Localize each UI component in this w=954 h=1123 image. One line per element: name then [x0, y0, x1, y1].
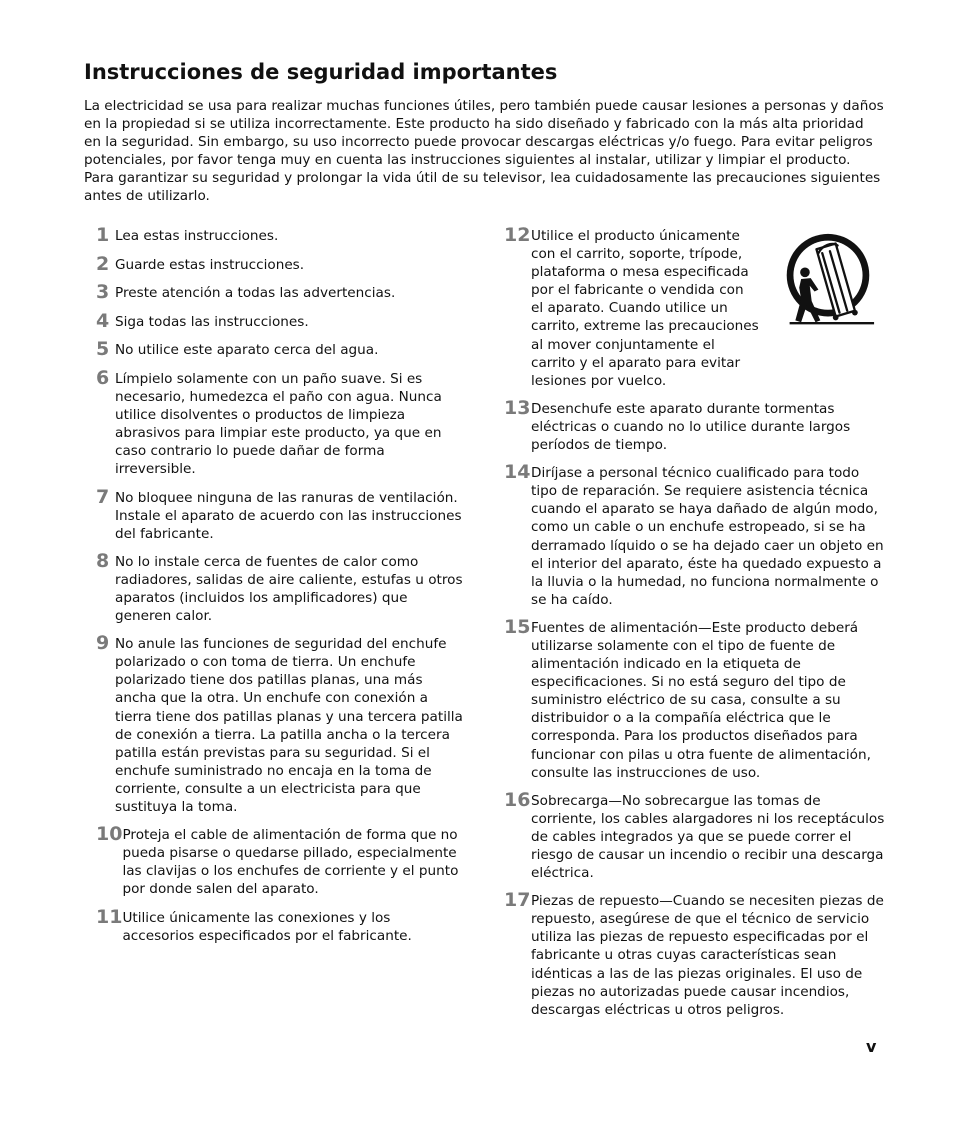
- item-number: 13: [504, 396, 531, 419]
- item-number: 6: [96, 366, 110, 389]
- left-column: [84, 226, 466, 945]
- item-text: Fuentes de alimentación—Este producto deberá utilizarse solamente con el tipo de fuente de alimentación indicado en la etiqueta de especificaciones. Si no está seguro del tipo de suministro eléctrico de su casa, consulte a su distribuidor o a la compañía eléctrica que le corresponda. Para los productos diseñados para funcionar con pilas u otra fuente de alimentación, consulte las instrucciones de uso.: [531, 619, 871, 781]
- item-number: 15: [504, 615, 531, 638]
- list-item: [84, 634, 466, 816]
- page-number: v: [866, 1037, 877, 1056]
- item-text: No anule las funciones de seguridad del enchufe polarizado o con toma de tierra. Un enchufe polarizado tiene dos patillas planas, una más ancha que la otra. Un enchufe con conexión a tierra tiene dos patillas planas y una tercera patilla de conexión a tierra. La patilla ancha o la tercera patilla están previstas para su seguridad. Si el enchufe suministrado no encaja en la toma de corriente, consulte a un electricista para que sustituya la toma.: [115, 636, 463, 816]
- item-number: 2: [96, 252, 110, 275]
- page-title: Instrucciones de seguridad importantes: [84, 60, 558, 84]
- list-item: [84, 340, 466, 359]
- item-number: 16: [504, 788, 531, 811]
- list-item: [84, 283, 466, 302]
- list-item: [84, 485, 466, 543]
- list-item: [84, 252, 466, 275]
- item-text: Piezas de repuesto—Cuando se necesiten piezas de repuesto, asegúrese de que el técnico de servicio utiliza las piezas de repuesto especificadas por el fabricante u otras cuyas características sean idénticas a las de las piezas originales. El uso de piezas no autorizadas puede causar incendios, descargas eléctricas u otros peligros.: [531, 893, 884, 1018]
- list-item: [84, 905, 466, 945]
- list-item: [504, 891, 886, 1019]
- item-number: 5: [96, 338, 110, 361]
- item-text: Lea estas instrucciones.: [115, 228, 279, 244]
- list-item: [504, 396, 886, 454]
- item-number: 4: [96, 309, 110, 332]
- item-text: Utilice el producto únicamente con el carrito, soporte, trípode, plataforma o mesa especificada por el fabricante o vendida con el aparato. Cuando utilice un carrito, extreme las precauciones al mover conjuntamente el carrito y el aparato para evitar lesiones por vuelco.: [531, 228, 759, 389]
- list-item: [84, 226, 466, 245]
- item-text: No utilice este aparato cerca del agua.: [115, 342, 379, 359]
- item-number: 9: [96, 632, 110, 655]
- item-number: 1: [96, 224, 110, 246]
- item-text: Proteja el cable de alimentación de forma que no pueda pisarse o quedarse pillado, especialmente las clavijas o los enchufes de corriente y el punto por donde salen del aparato.: [122, 827, 459, 898]
- item-text: No lo instale cerca de fuentes de calor como radiadores, salidas de aire caliente, estufas u otros aparatos (incluidos los amplificadores) que generen calor.: [115, 553, 463, 625]
- list-item: [504, 615, 886, 782]
- item-number: 3: [96, 281, 110, 304]
- list-item: [84, 825, 466, 898]
- item-text: Preste atención a todas las advertencias.: [115, 285, 396, 302]
- item-text: Siga todas las instrucciones.: [115, 313, 309, 330]
- item-number: 11: [96, 905, 123, 928]
- cart-tip-over-warning-icon: [780, 232, 876, 328]
- item-number: 8: [96, 549, 110, 572]
- item-number: 14: [504, 461, 531, 484]
- right-column: [504, 226, 886, 1019]
- item-text: Desenchufe este aparato durante tormentas eléctricas o cuando no lo utilice durante largos períodos de tiempo.: [531, 400, 851, 454]
- item-text: No bloquee ninguna de las ranuras de ventilación. Instale el aparato de acuerdo con las instrucciones del fabricante.: [115, 489, 462, 542]
- item-number: 12: [504, 224, 531, 246]
- list-item: [504, 788, 886, 882]
- list-item: [84, 549, 466, 625]
- item-text: Utilice únicamente las conexiones y los accesorios especificados por el fabricante.: [122, 909, 412, 944]
- item-number: 7: [96, 485, 110, 508]
- list-item: [84, 309, 466, 332]
- intro-paragraph: La electricidad se usa para realizar muchas funciones útiles, pero también puede causar lesiones a personas y daños en la propiedad si se utiliza incorrectamente. Este producto ha sido diseñado y fabricado con la más alta prioridad en la seguridad. Sin embargo, su uso incorrecto puede provocar descargas eléctricas y/o fuego. Para evitar peligros potenciales, por favor tenga muy en cuenta las instrucciones siguientes al instalar, utilizar y limpiar el producto. Para garantizar su seguridad y prolongar la vida útil de su televisor, lea cuidadosamente las precauciones siguientes antes de utilizarlo.: [84, 98, 884, 205]
- item-text: Diríjase a personal técnico cualificado para todo tipo de reparación. Se requiere asistencia técnica cuando el aparato se haya dañado de algún modo, como un cable o un enchufe estropeado, si se ha derramado líquido o se ha dejado caer un objeto en el interior del aparato, éste ha quedado expuesto a la lluvia o la humedad, no funciona normalmente o se ha caído.: [531, 465, 884, 608]
- item-text: Sobrecarga—No sobrecargue las tomas de corriente, los cables alargadores ni los receptáculos de cables integrados ya que se puede correr el riesgo de causar un incendio o recibir una descarga eléctrica.: [531, 792, 885, 882]
- item-number: 10: [96, 823, 123, 846]
- item-text: Guarde estas instrucciones.: [115, 256, 305, 273]
- list-item: [504, 463, 886, 609]
- item-number: 17: [504, 889, 531, 912]
- item-text: Límpielo solamente con un paño suave. Si es necesario, humedezca el paño con agua. Nunca utilice disolventes o productos de limpieza abrasivos para limpiar este producto, ya que en caso contrario lo puede dañar de forma irreversible.: [115, 370, 442, 478]
- list-item: [84, 366, 466, 479]
